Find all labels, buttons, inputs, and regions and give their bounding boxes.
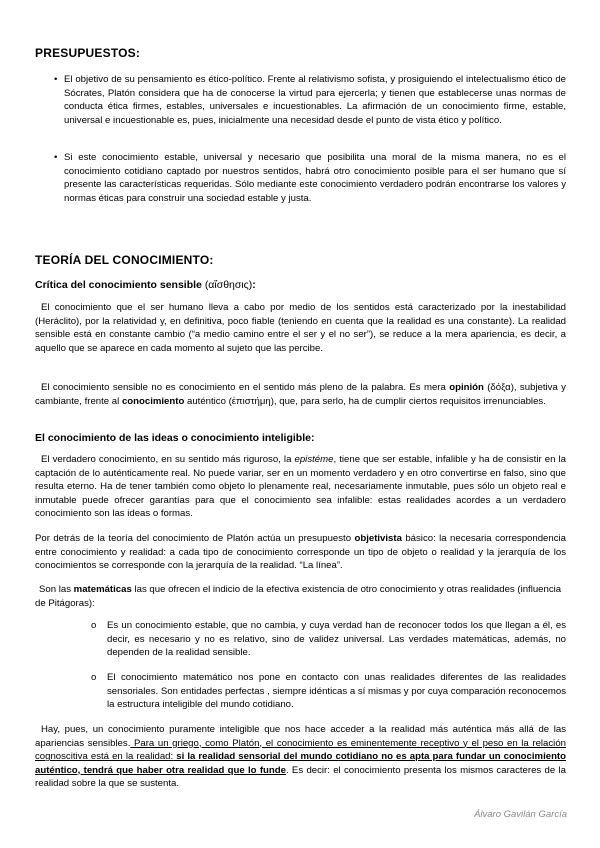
bullet-dot-icon: • (54, 152, 58, 163)
heading-teoria: TEORÍA DEL CONOCIMIENTO: (35, 253, 214, 267)
paragraph-critica-2 (35, 381, 566, 408)
paragraph-ideas-3 (35, 583, 566, 610)
paragraph-ideas-4 (35, 723, 566, 791)
subheading-colon: : (252, 279, 256, 291)
bold-term-opinion: opinión (449, 382, 484, 393)
text-run: El conocimiento sensible no es conocimiento en el sentido más pleno de la palabra. Es mera (41, 382, 450, 393)
bold-term-conocimiento: conocimiento (121, 395, 185, 407)
text-run: El verdadero conocimiento, en su sentido más riguroso, la (41, 454, 295, 465)
paragraph-ideas-2 (35, 532, 566, 573)
list-marker-icon: o (91, 672, 97, 683)
underlined-bold-text: si la realidad sensorial del mundo cotidiano no es apta para fundar un conocimiento auténtico, tendrá que haber otra realidad que lo funde (35, 751, 566, 776)
underlined-text: Para un griego, como Platón, el conocimiento es eminentemente receptivo y el peso en la relación cognoscitiva está en la realidad: (35, 737, 566, 763)
text-run: Por detrás de la teoría del conocimiento de Platón actúa un presupuesto (35, 533, 355, 544)
text-run: Son las (39, 584, 74, 595)
bold-term-matematicas: matemáticas (73, 584, 132, 595)
list-item-text: Es un conocimiento estable, que no cambia, y cuya verdad han de reconocer todos los que llegan a él, es decir, es necesario y no es relativo, sino de validez universal. Las verdades matemáticas, además, no dependen de la realidad sensible. (107, 620, 566, 659)
text-run: Hay, pues, un conocimiento puramente inteligible que nos hace acceder a la realidad más auténtica más allá de las apariencias sensibles. (35, 724, 566, 749)
bullet-text: Si este conocimiento estable, universal y necesario que posibilita una moral de la misma manera, no es el conocimiento cotidiano captado por nuestros sentidos, habrá otro conocimiento posible para el ser humano que sí presente las características requeridas. Sólo mediante este conocimiento verdadero podrán encontrarse los valores y normas éticas para construir una sociedad estable y justa. (64, 152, 566, 204)
bold-term-objetivista: objetivista (354, 533, 402, 544)
text-run: . Es decir: el conocimiento presenta los mismos caracteres de la realidad sobre la que se sustenta. (35, 764, 566, 790)
subheading-ideas: El conocimiento de las ideas o conocimiento inteligible: (35, 432, 315, 444)
greek-term: (αἴσθησις) (204, 279, 253, 291)
author-signature: Álvaro Gavilán García (474, 809, 567, 820)
heading-presupuestos: PRESUPUESTOS: (35, 46, 141, 60)
bullet-item (54, 151, 566, 205)
text-run: , tiene que ser estable, infalible y ha de consistir en la captación de lo auténticamente real. No puede variar, ser en un momento verdadero y en otro convertirse en falso, sino que resulta eterno. Ha de tener también como objeto lo plenamente real, necesariamente inmutable, pues sólo un objeto real e inmutable puede ofrecer garantías para que el conocimiento sea infalible: estas realidades acordes a un verdadero conocimiento son las ideas o formas. (35, 454, 566, 520)
paragraph-critica-1: El conocimiento que el ser humano lleva a cabo por medio de los sentidos está caracterizado por la inestabilidad (Heráclito), por la relatividad y, en definitiva, poco fiable (teniendo en cuenta que la realidad es una constante). La realidad sensible está en constante cambio (“a medio camino entre el ser y el no ser”), se reduce a la mera apariencia, es decir, a aquello que se aparece en cada momento al sujeto que las percibe. (35, 302, 566, 354)
text-run: (δόξα), subjetiva y cambiante, frente al (35, 382, 566, 407)
text-run: básico: la necesaria correspondencia entre conocimiento y realidad: a cada tipo de conocimiento corresponde un tipo de objeto o realidad y la jerarquía de los conocimientos se corresponde con la jerarquía de la realidad. “La línea”. (35, 533, 566, 572)
subheading-critica-title: Crítica del conocimiento sensible (35, 279, 202, 291)
bullet-dot-icon: • (54, 74, 58, 85)
bullet-text: El objetivo de su pensamiento es ético-político. Frente al relativismo sofista, y prosiguiendo el intelectualismo ético de Sócrates, Platón considera que ha de conocerse la virtud para ejercerla; y tienen que establecerse unas normas de conducta ética firmes, estables, universales e incuestionables. La afirmación de un conocimiento firme, estable, universal e incuestionable es, pues, inicialmente una necesidad desde el punto de vista ético y político. (64, 74, 566, 126)
bullet-item (54, 73, 566, 127)
subheading-critica (35, 279, 256, 291)
text-run: las que ofrecen el indicio de la efectiva existencia de otro conocimiento y otras realidades (influencia de Pitágoras): (35, 584, 562, 609)
list-marker-icon: o (91, 620, 97, 631)
paragraph-ideas-1 (35, 453, 566, 521)
italic-term-episteme: epistéme (294, 454, 334, 465)
list-item (91, 671, 566, 712)
text-run: auténtico (ἐπιστήμη), que, para serlo, ha de cumplir ciertos requisitos irrenunciables. (184, 395, 546, 407)
list-item-text: El conocimiento matemático nos pone en contacto con unas realidades diferentes de las realidades sensoriales. Son entidades perfectas , siempre idénticas a sí mismas y por cuya comparación reconocemos la estructura inteligible del mundo cotidiano. (107, 672, 566, 711)
list-item (91, 619, 566, 660)
